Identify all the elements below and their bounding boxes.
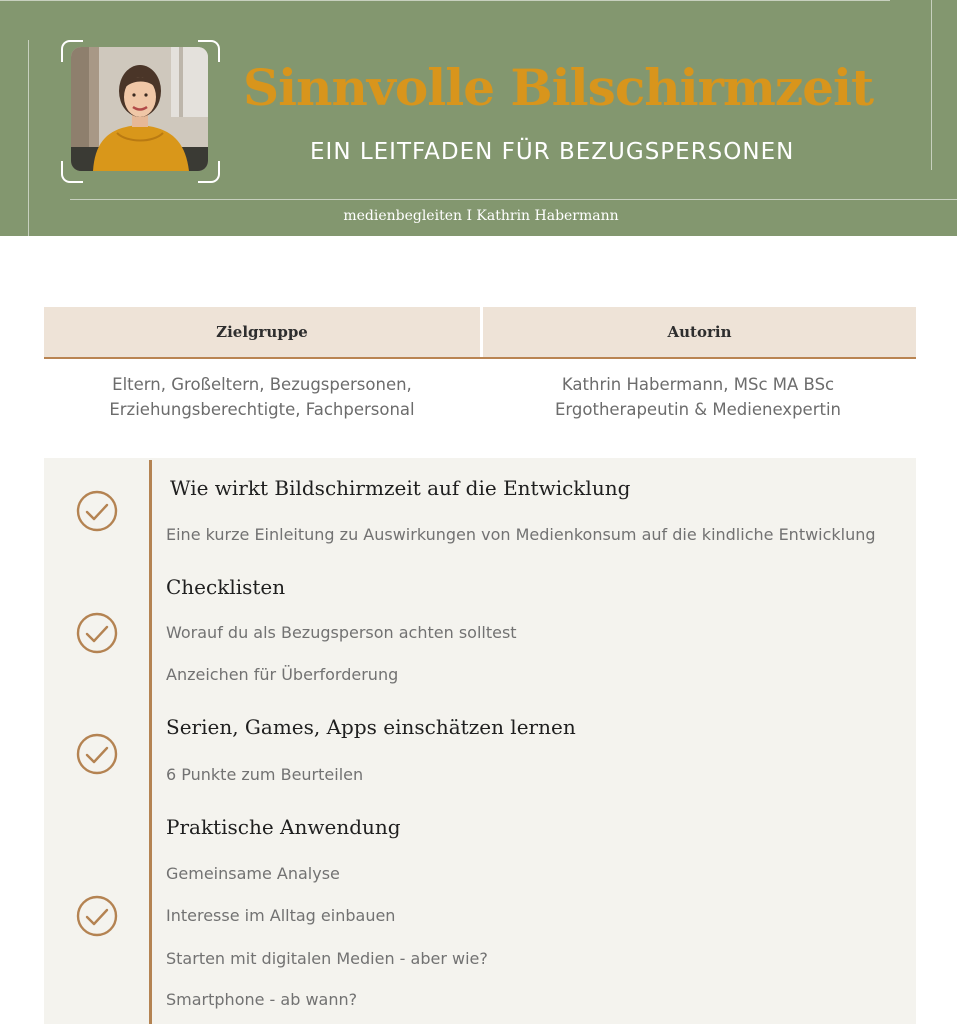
section-heading: Praktische Anwendung [166, 815, 401, 839]
author-line: Ergotherapeutin & Medienexpertin [554, 400, 841, 419]
column-header-audience: Zielgruppe [216, 323, 308, 341]
section-item: 6 Punkte zum Beurteilen [166, 765, 364, 784]
section-item: Interesse im Alltag einbauen [166, 906, 396, 925]
byline: medienbegleiten I Kathrin Habermann [343, 208, 619, 224]
check-circle-icon [76, 490, 118, 532]
info-table-row [44, 359, 916, 422]
check-circle-icon [76, 895, 118, 937]
decor-line [0, 0, 890, 1]
check-circle-icon [76, 612, 118, 654]
page-subtitle: EIN LEITFADEN FÜR BEZUGSPERSONEN [310, 139, 795, 165]
section-item: Worauf du als Bezugsperson achten solltest [166, 623, 517, 642]
vertical-divider [149, 460, 152, 1024]
contents-panel [44, 458, 916, 1024]
decor-line [70, 199, 957, 200]
column-header-author: Autorin [480, 307, 916, 357]
page-title: Sinnvolle Bilschirmzeit [243, 58, 874, 117]
check-circle-icon [76, 733, 118, 775]
author-photo [71, 47, 208, 171]
author-line: Kathrin Habermann, MSc MA BSc [561, 375, 835, 394]
author-photo-frame [61, 40, 220, 183]
author-cell [480, 372, 916, 422]
info-table [44, 307, 916, 422]
audience-cell [44, 372, 480, 422]
section-item: Gemeinsame Analyse [166, 864, 340, 883]
section-item: Eine kurze Einleitung zu Auswirkungen von Medienkonsum auf die kindliche Entwicklung [166, 525, 876, 544]
section-item: Smartphone - ab wann? [166, 990, 358, 1009]
section-heading: Checklisten [166, 575, 286, 599]
decor-line [931, 0, 932, 170]
info-table-header [44, 307, 916, 359]
section-item: Anzeichen für Überforderung [166, 665, 399, 684]
header-banner [0, 0, 957, 236]
audience-line: Erziehungsberechtigte, Fachpersonal [109, 400, 415, 419]
section-item: Starten mit digitalen Medien - aber wie? [166, 949, 488, 968]
section-heading: Wie wirkt Bildschirmzeit auf die Entwicklung [170, 476, 631, 500]
section-heading: Serien, Games, Apps einschätzen lernen [166, 715, 576, 739]
audience-line: Eltern, Großeltern, Bezugspersonen, [112, 375, 412, 394]
